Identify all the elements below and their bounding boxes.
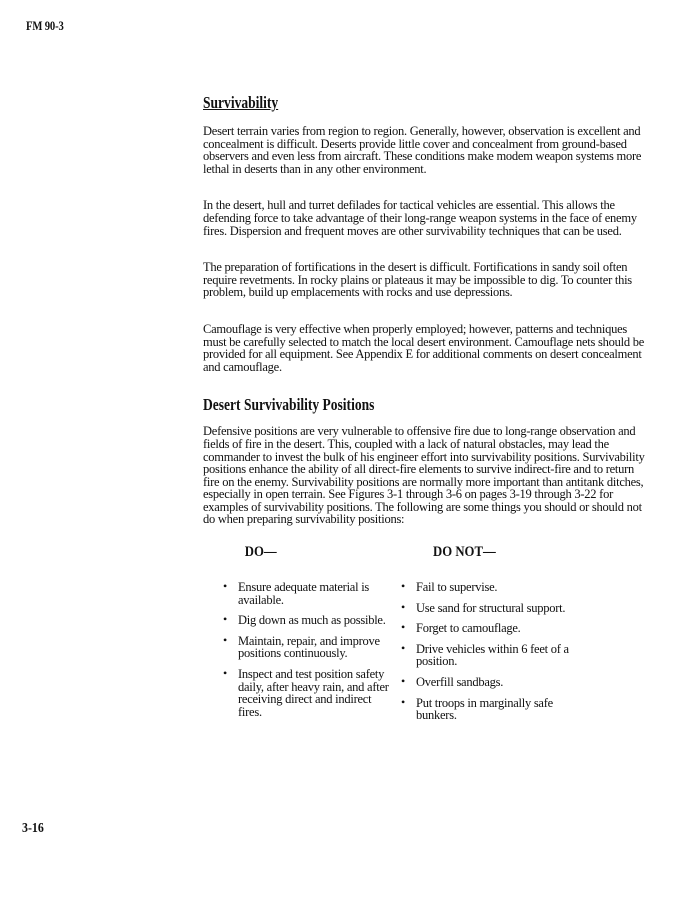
list-item	[221, 581, 391, 606]
list-item-text: Maintain, repair, and improve positions continuously.	[238, 633, 380, 661]
bullet-icon: •	[223, 612, 227, 627]
paragraph-positions: Defensive positions are very vulnerable to offensive fire due to long-range observation and fields of fire in the desert. This, coupled with a lack of natural obstacles, may lead the commander to invest the bulk of his engineer effort into survivability positions. Survivability positions enhance the ability of all direct-fire elements to survive indirect-fire and to return fire on the enemy. Survivability positions are normally more important than antitank ditches, especially in open terrain. See Figures 3-1 through 3-6 on pages 3-19 through 3-22 for examples of survivability positions. The following are some things you should or should not do when preparing survivability positions:	[203, 424, 645, 527]
list-item-text: Inspect and test position safety daily, after heavy rain, and after receiving direct and indirect fires.	[238, 667, 389, 719]
bullet-icon: •	[401, 599, 405, 614]
list-item	[399, 581, 589, 594]
do-donot-columns	[203, 544, 646, 724]
page-content	[203, 93, 646, 724]
list-item-text: Put troops in marginally safe bunkers.	[416, 695, 553, 723]
list-item	[221, 632, 391, 661]
list-item	[399, 622, 589, 635]
do-not-column	[399, 544, 589, 730]
list-item	[399, 640, 589, 669]
section-title-positions: Desert Survivability Positions	[203, 395, 375, 415]
bullet-icon: •	[401, 579, 405, 594]
bullet-icon: •	[401, 674, 405, 689]
list-item	[221, 668, 391, 718]
page-number: 3-16	[22, 821, 44, 836]
list-item	[399, 599, 589, 615]
list-item-text: Drive vehicles within 6 feet of a position.	[416, 641, 569, 669]
document-id: FM 90-3	[26, 18, 64, 33]
list-item	[221, 614, 391, 627]
paragraph-camouflage: Camouflage is very effective when properly employed; however, patterns and techniques must be carefully selected to match the local desert environment. Camouflage nets should be provided for all equipment. See Appendix E for additional comments on desert concealment and camouflage.	[203, 321, 644, 374]
do-not-list	[399, 581, 589, 722]
list-item-text: Forget to camouflage.	[416, 621, 521, 636]
paragraph-defilades: In the desert, hull and turret defilades for tactical vehicles are essential. This allows the defending force to take advantage of their long-range weapon systems in the face of enemy fires. Dispersion and frequent moves are other survivability techniques that can be used.	[203, 198, 637, 238]
list-item-text: Use sand for structural support.	[416, 600, 566, 615]
bullet-icon: •	[223, 579, 227, 594]
section-title-survivability: Survivability	[203, 93, 279, 112]
do-not-title: DO NOT—	[433, 544, 496, 561]
do-title: DO—	[244, 544, 277, 561]
list-item-text: Overfill sandbags.	[416, 675, 504, 690]
paragraph-terrain: Desert terrain varies from region to region. Generally, however, observation is excellent and concealment is difficult. Deserts provide little cover and concealment from ground-based observers and even less from aircraft. These conditions make modem weapon systems more lethal in deserts than in any other environment.	[203, 124, 642, 176]
list-item	[399, 676, 589, 689]
list-item-text: Dig down as much as possible.	[238, 613, 386, 628]
list-item-text: Fail to supervise.	[416, 580, 498, 595]
bullet-icon: •	[223, 632, 227, 647]
bullet-icon: •	[401, 694, 405, 709]
do-list	[221, 581, 391, 718]
list-item	[399, 694, 589, 723]
list-item-text: Ensure adequate material is available.	[238, 580, 370, 607]
paragraph-fortifications: The preparation of fortifications in the desert is difficult. Fortifications in sandy soil often require revetments. In rocky plains or plateaus it may be impossible to dig. To counter this problem, build up emplacements with rocks and use depressions.	[203, 260, 632, 300]
bullet-icon: •	[401, 640, 405, 655]
do-column	[221, 544, 391, 726]
bullet-icon: •	[401, 620, 405, 635]
bullet-icon: •	[223, 666, 227, 681]
